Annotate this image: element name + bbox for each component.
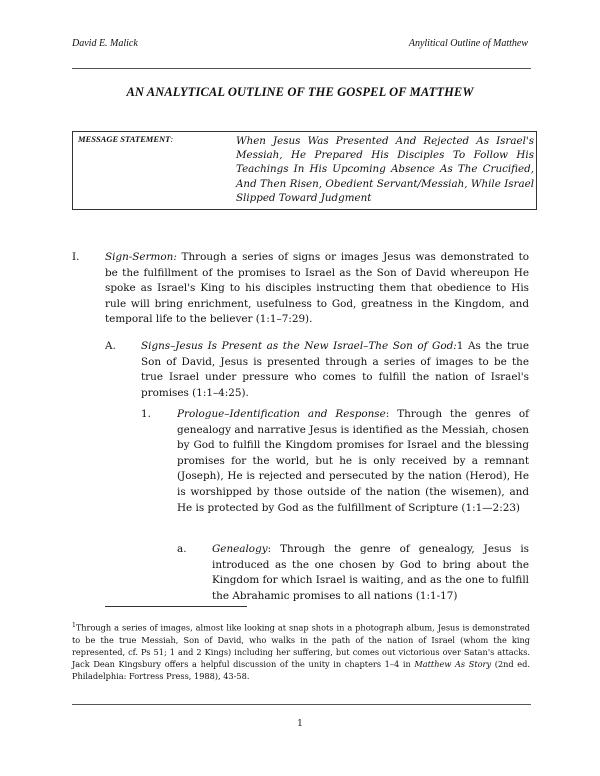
outline-item-1: Prologue–Identification and Response: Through the genres of genealogy and narrative Jesus is identified as the Messiah, chosen by God to fulfill the Kingdom promises for Israel and the blessing promises for the world, but he is only received by a remnant (Joseph), He is rejected and persecuted by the nation (Herod), He is worshipped by those outside of the nation (the wisemen), and He is protected by God as the fulfillment of Scripture (1:1—2:23)	[177, 408, 529, 514]
outline-item-a: Genealogy: Through the genre of genealogy, Jesus is introduced as the one chosen by God to bring about the Kingdom for which Israel is waiting, and as the one to fulfill the Abrahamic promises to all nations (1:1-17)	[212, 543, 529, 602]
header-rule	[72, 68, 531, 69]
footnote: $^1$Through a series of images, almost like looking at snap shots in a photograph album, Jesus is demonstrated to be the true Messiah, Son of David, who walks in the path of the nation of Israel (whom the king represented, cf. Ps 51; 1 and 2 Kings) including her suffering, but comes out victorious over Satan's attacks. Jack Dean Kingsbury offers a helpful discussion of the unity in chapters 1–4 in Matthew As Story (2nd ed. Philadelphia: Fortress Press, 1988), 43-58.	[72, 622, 530, 681]
outline-item-I: Sign-Sermon: Through a series of signs or images Jesus was demonstrated to be the fulfillment of the promises to Israel as the Son of David whereupon He spoke as Israel's King to his disciples instructing them that obedience to His rule will bring enrichment, usefulness to God, greatness in the Kingdom, and temporal life to the believer (1:1–7:29).	[105, 251, 529, 326]
outline-marker-1: 1.	[141, 408, 151, 420]
document-title: AN ANALYTICAL OUTLINE OF THE GOSPEL OF MATTHEW	[126, 85, 474, 99]
header-running-title: Anylitical Outline of Matthew	[408, 38, 528, 49]
outline-item-A: Signs–Jesus Is Present as the New Israel–The Son of God:1 As the true Son of David, Jesus is presented through a series of images to be the true Israel under pressure who comes to fulfill the nation of Israel's promises (1:1–4:25).	[141, 340, 529, 399]
header-author: David E. Malick	[72, 38, 138, 49]
footnote-separator	[105, 606, 247, 607]
page-number: 1	[297, 719, 303, 729]
outline-marker-A: A.	[105, 340, 116, 352]
outline-marker-a: a.	[177, 543, 187, 555]
message-statement-label: MESSAGE STATEMENT:	[78, 134, 174, 144]
outline-marker-I: I.	[72, 251, 80, 263]
footer-rule	[72, 704, 531, 705]
message-statement-text: When Jesus Was Presented And Rejected As Israel's Messiah, He Prepared His Disciples To Follow His Teachings In His Upcoming Absence As The Crucified, And Then Risen, Obedient Servant/Messiah, While Israel Slipped Toward Judgment	[236, 135, 534, 204]
